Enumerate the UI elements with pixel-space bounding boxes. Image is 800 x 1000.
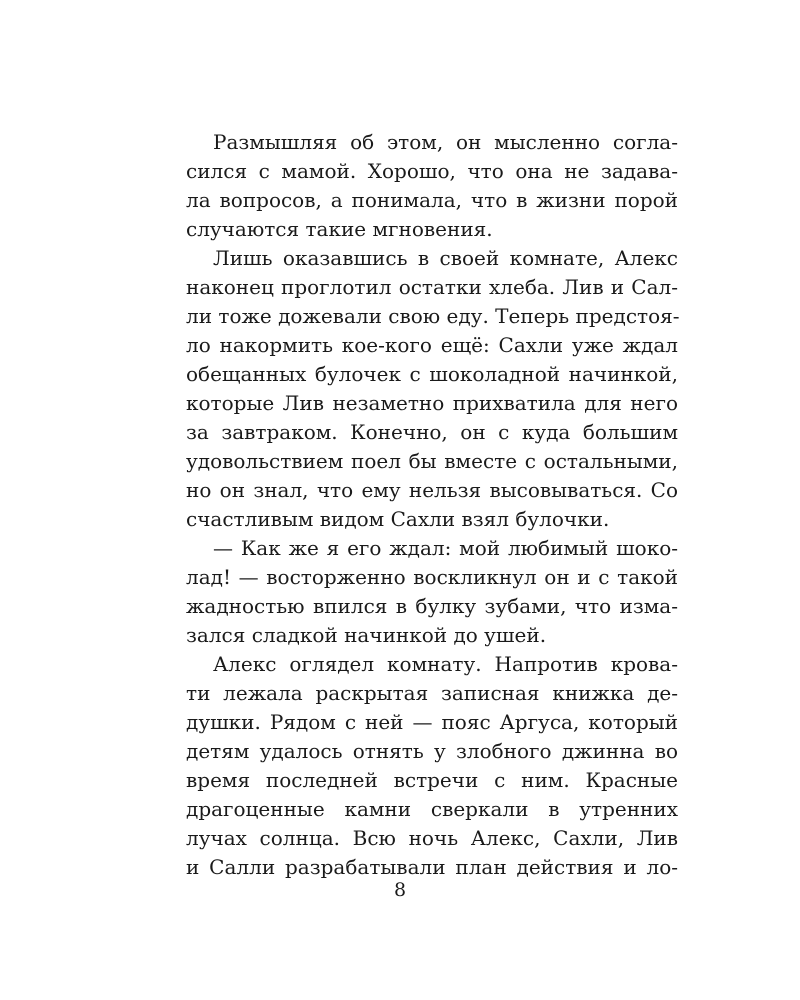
page-number: 8 [393, 879, 407, 901]
text-line: детям удалось отнять у злобного джинна во [186, 739, 678, 763]
text-line: — Как же я его ждал: мой любимый шоко- [213, 536, 678, 560]
body-text [186, 128, 678, 882]
text-line: случаются такие мгновения. [186, 217, 493, 241]
text-line: ти лежала раскрытая записная книжка де- [186, 681, 678, 705]
text-line: которые Лив незаметно прихватила для него [186, 391, 678, 415]
text-line: время последней встречи с ним. Красные [186, 768, 678, 792]
text-line: сился с мамой. Хорошо, что она не задава- [186, 159, 678, 183]
paragraph-4 [186, 650, 678, 882]
text-line: ла вопросов, а понимала, что в жизни порой [186, 188, 678, 212]
text-line: Лишь оказавшись в своей комнате, Алекс [213, 246, 678, 270]
paragraph-3 [186, 534, 678, 650]
text-line: и Салли разрабатывали план действия и ло- [186, 855, 678, 879]
text-line: Размышляя об этом, он мысленно согла- [213, 130, 678, 154]
text-line: счастливым видом Сахли взял булочки. [186, 507, 610, 531]
text-line: наконец проглотил остатки хлеба. Лив и Сал- [186, 275, 678, 299]
paragraph-2 [186, 244, 678, 534]
text-line: но он знал, что ему нельзя высовываться. Со [186, 478, 678, 502]
text-line: за завтраком. Конечно, он с куда большим [186, 420, 678, 444]
text-line: зался сладкой начинкой до ушей. [186, 623, 547, 647]
text-line: лад! — восторженно воскликнул он и с такой [186, 565, 678, 589]
text-line: ли тоже дожевали свою еду. Теперь предстоя- [186, 304, 680, 328]
text-line: Алекс оглядел комнату. Напротив крова- [213, 652, 678, 676]
text-line: душки. Рядом с ней — пояс Аргуса, который [186, 710, 678, 734]
text-line: удовольствием поел бы вместе с остальными, [186, 449, 678, 473]
text-line: драгоценные камни сверкали в утренних [186, 797, 678, 821]
text-line: жадностью впился в булку зубами, что изма- [186, 594, 678, 618]
text-line: ло накормить кое-кого ещё: Сахли уже ждал [186, 333, 678, 357]
text-line: обещанных булочек с шоколадной начинкой, [186, 362, 678, 386]
paragraph-1 [186, 128, 678, 244]
text-line: лучах солнца. Всю ночь Алекс, Сахли, Лив [186, 826, 678, 850]
